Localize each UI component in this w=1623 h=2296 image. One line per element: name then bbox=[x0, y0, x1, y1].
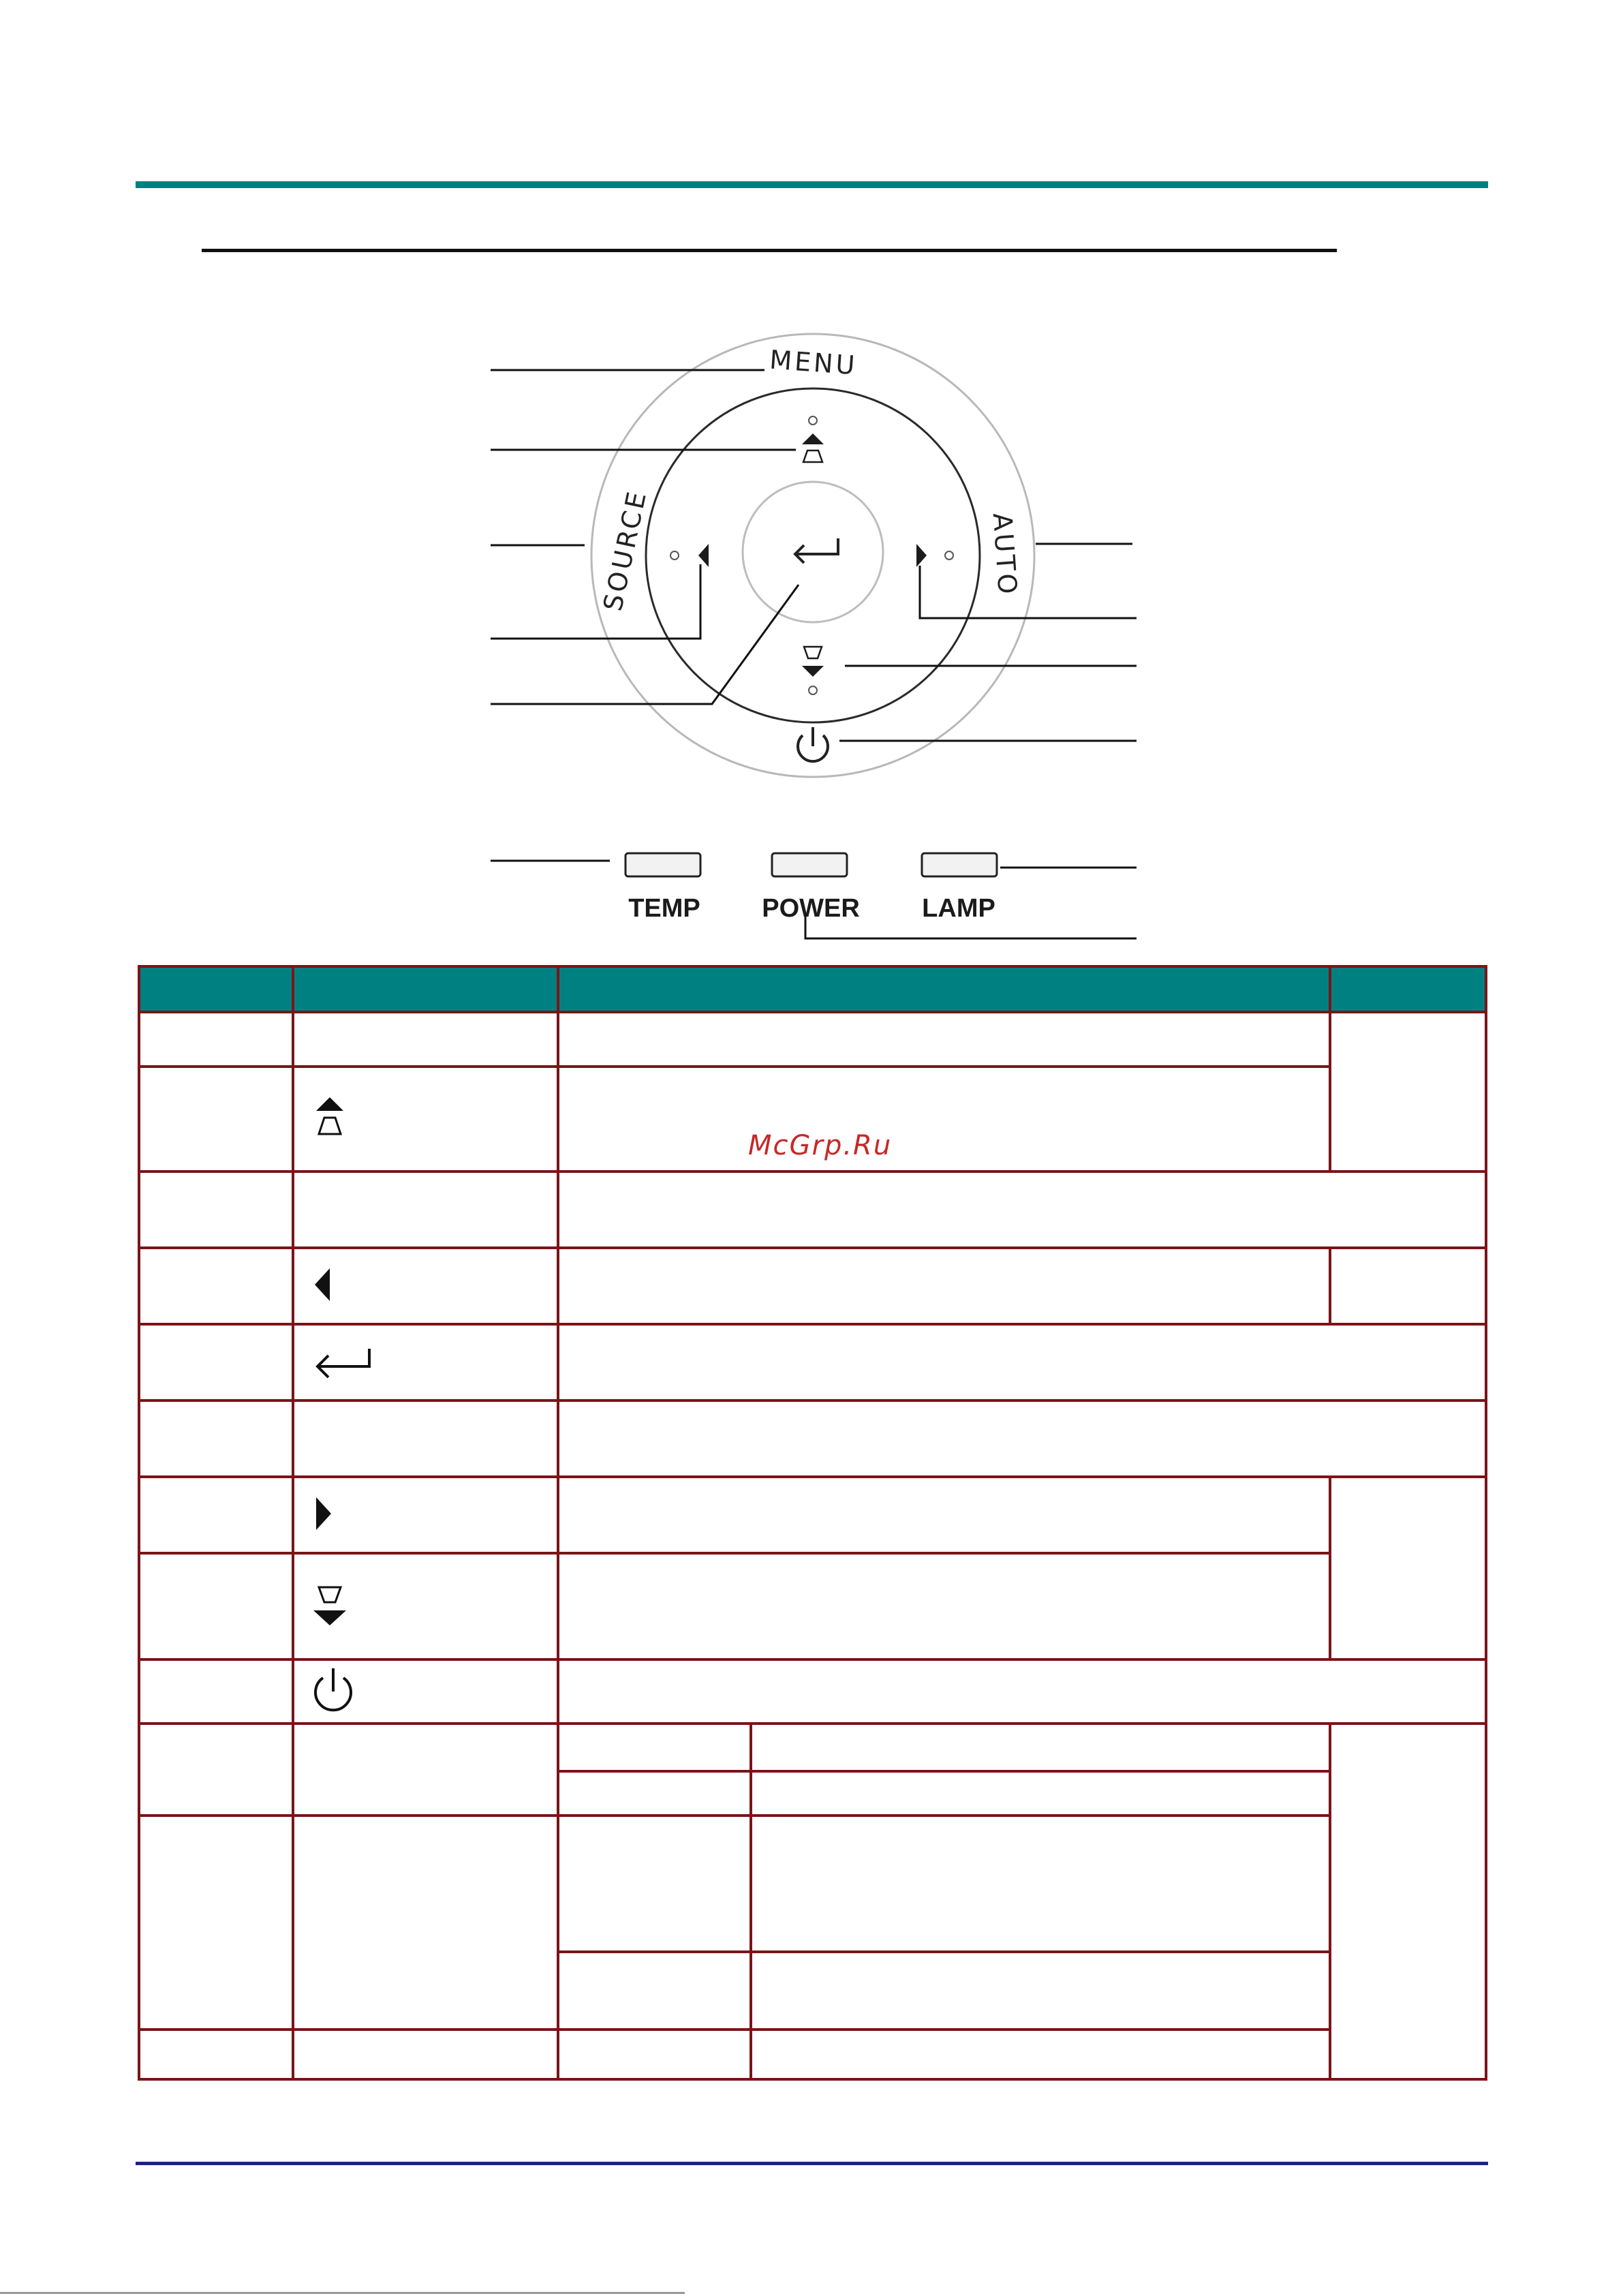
keystone-up-icon[interactable] bbox=[802, 416, 824, 462]
source-label: SOURCE bbox=[597, 487, 653, 614]
table-header bbox=[139, 966, 1486, 1012]
page-edge-line bbox=[0, 2292, 685, 2294]
table-row bbox=[139, 1172, 1486, 1248]
table-row bbox=[139, 1724, 1486, 1771]
control-panel-diagram bbox=[0, 0, 1623, 968]
menu-label: MENU bbox=[769, 344, 859, 381]
temp-label: TEMP bbox=[628, 894, 700, 923]
power-label: POWER bbox=[762, 894, 860, 923]
footer-rule bbox=[136, 2162, 1488, 2165]
header-cell bbox=[293, 966, 558, 1012]
header-cell bbox=[1330, 966, 1486, 1012]
right-arrow-icon[interactable] bbox=[916, 544, 953, 567]
table-row bbox=[139, 1012, 1486, 1067]
keystone-down-icon[interactable] bbox=[802, 647, 824, 694]
keystone-down-icon bbox=[309, 1578, 350, 1632]
enter-button[interactable] bbox=[743, 482, 883, 622]
table-row bbox=[139, 1248, 1486, 1324]
power-icon bbox=[309, 1664, 357, 1716]
table-row bbox=[139, 1324, 1486, 1400]
table-row bbox=[139, 1816, 1486, 1952]
power-led bbox=[772, 853, 847, 876]
watermark: McGrp.Ru bbox=[748, 1130, 893, 1161]
enter-icon bbox=[309, 1341, 377, 1381]
header-cell bbox=[558, 966, 1330, 1012]
auto-label: AUTO bbox=[987, 512, 1023, 598]
table-row bbox=[139, 1400, 1486, 1477]
right-arrow-icon bbox=[309, 1493, 337, 1534]
temp-led bbox=[625, 853, 700, 876]
table-row bbox=[139, 1553, 1486, 1659]
header-cell bbox=[139, 966, 293, 1012]
power-icon[interactable] bbox=[798, 727, 828, 761]
table-row bbox=[139, 1477, 1486, 1553]
left-arrow-icon bbox=[309, 1264, 337, 1305]
table-row bbox=[139, 2030, 1486, 2079]
table-row bbox=[139, 1659, 1486, 1724]
keystone-up-icon bbox=[309, 1090, 350, 1145]
lamp-led bbox=[922, 853, 997, 876]
left-arrow-icon[interactable] bbox=[670, 544, 709, 567]
lamp-label: LAMP bbox=[922, 894, 995, 923]
enter-icon bbox=[795, 538, 838, 563]
